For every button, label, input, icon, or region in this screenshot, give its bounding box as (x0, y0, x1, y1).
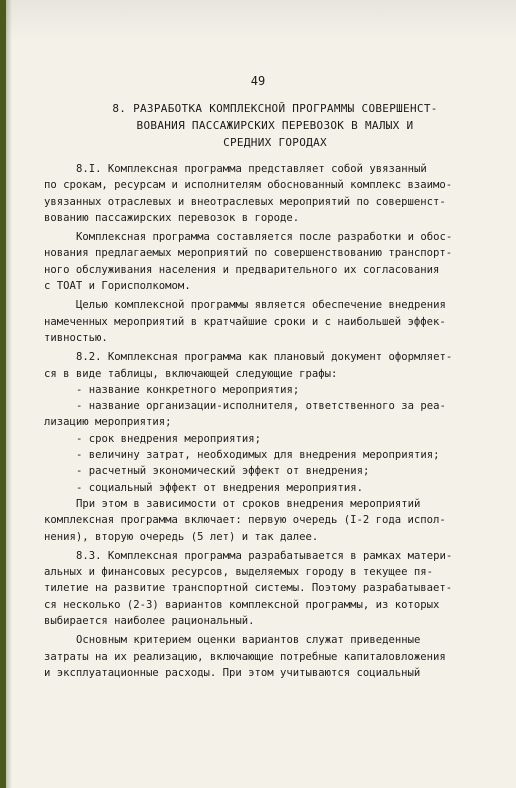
text-line: нения), вторую очередь (5 лет) и так далее. (44, 530, 319, 543)
text-line: выбирается наиболее рациональный. (44, 615, 255, 628)
page-number: 49 (250, 74, 266, 88)
text-line: ся в виде таблицы, включающей следующие графы: (44, 367, 338, 380)
text-line: с ТОАТ и Горисполкомом. (44, 280, 191, 293)
heading-line: ВОВАНИЯ ПАССАЖИРСКИХ ПЕРЕВОЗОК В МАЛЫХ И (136, 119, 414, 132)
text-line: увязанных отраслевых и внеотраслевых мероприятий по совершенст- (44, 195, 446, 208)
list-item: - название организации-исполнителя, ответственного за реа- (76, 400, 446, 413)
scan-edge (0, 0, 6, 788)
text-line: комплексная программа включает: первую очередь (I-2 года испол- (44, 514, 446, 527)
text-line: ного обслуживания населения и предварительного их согласования (44, 263, 440, 276)
list-item: - величину затрат, необходимых для внедрения мероприятия; (76, 449, 440, 462)
list-item: - срок внедрения мероприятия; (76, 432, 261, 445)
section-heading (80, 100, 470, 151)
text-line: и эксплуатационные расходы. При этом учитываются социальный (44, 666, 421, 679)
text-line: вованию пассажирских перевозок в городе. (44, 211, 300, 224)
text-line: затраты на их реализацию, включающие потребные капиталовложения (44, 650, 446, 663)
text-line: 8.3. Комплексная программа разрабатывается в рамках матери- (76, 549, 453, 562)
text-line: Основным критерием оценки вариантов служат приведенные (76, 634, 421, 647)
text-line: намеченных мероприятий в кратчайшие сроки и с наибольшей эффек- (44, 315, 446, 328)
text-line: тивностью. (44, 331, 108, 344)
text-line: ся несколько (2-3) вариантов комплексной программы, из которых (44, 598, 440, 611)
text-line: При этом в зависимости от сроков внедрения мероприятий (76, 497, 421, 510)
list-item-continuation: лизацию мероприятия; (44, 416, 172, 429)
text-line: 8.2. Комплексная программа как плановый документ оформляет- (76, 351, 453, 364)
text-line: Комплексная программа составляется после разработки и обос- (76, 231, 453, 244)
heading-line: 8. РАЗРАБОТКА КОМПЛЕКСНОЙ ПРОГРАММЫ СОВЕРШЕНСТ- (112, 102, 438, 115)
list-item: - название конкретного мероприятия; (76, 383, 300, 396)
text-line: тилетие на развитие транспортной системы. Поэтому разрабатывает- (44, 582, 453, 595)
text-line: альных и финансовых ресурсов, выделяемых городу в текущее пя- (44, 566, 434, 579)
text-line: Целью комплексной программы является обеспечение внедрения (76, 299, 446, 312)
body-text (44, 161, 494, 681)
text-line: нования предлагаемых мероприятий по совершенствованию транспорт- (44, 247, 453, 260)
heading-line: СРЕДНИХ ГОРОДАХ (223, 136, 327, 149)
list-item: - социальный эффект от внедрения мероприятия. (76, 481, 364, 494)
text-line: 8.I. Комплексная программа представляет собой увязанный (76, 163, 427, 175)
list-item: - расчетный экономический эффект от внедрения; (76, 465, 370, 478)
text-line: по срокам, ресурсам и исполнителям обоснованный комплекс взаимо- (44, 179, 453, 192)
